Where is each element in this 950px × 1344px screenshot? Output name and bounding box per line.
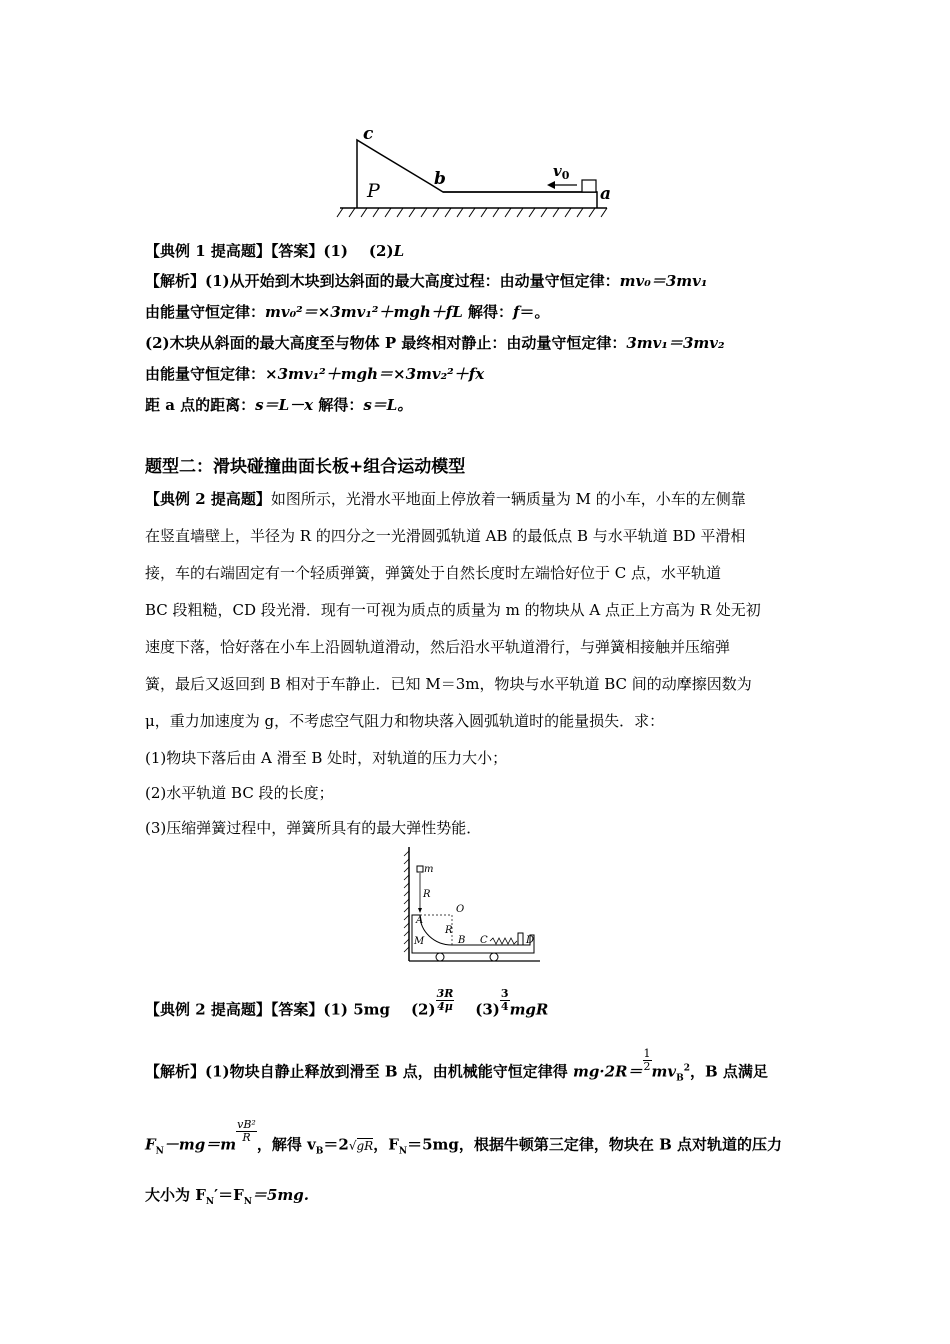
v-frac: $\frac{\text{vB²}}{R}$ — [237, 1118, 256, 1144]
answer-2-frac: $\frac{3R}{4\mu}$ — [436, 987, 454, 1013]
text: ′＝F — [214, 1186, 244, 1204]
fig2-label-d: D — [526, 935, 535, 946]
figure-incline-board — [335, 122, 615, 222]
eq: f — [512, 303, 520, 321]
example2-q2: (2)水平轨道 BC 段的长度； — [145, 784, 334, 802]
fig2-label-c: C — [480, 935, 488, 946]
eq: 3mv₁＝3mv₂ — [626, 334, 725, 352]
fig2-label-r1: R — [423, 889, 431, 900]
example2-analysis-line3 — [145, 1184, 309, 1207]
eq: s＝L。 — [363, 396, 413, 414]
text: 解得： — [462, 303, 513, 321]
example1-analysis-line3 — [145, 332, 725, 353]
text: 解得： — [313, 396, 364, 414]
eq: ×3mv₁²＋mgh＝×3mv₂²＋fx — [265, 365, 485, 383]
example2-analysis-line1: 【解析】(1)物块自静止释放到滑至 B 点，由机械能守恒定律得 mg·2R＝ $\frac{1}{2}$ $mv_B^2$，B 点满足 — [145, 1047, 768, 1084]
text: ，F — [373, 1135, 399, 1154]
example2-p4: BC 段粗糙，CD 段光滑．现有一可视为质点的质量为 m 的物块从 A 点正上方高为 R 处无初 — [145, 601, 761, 619]
small-block — [582, 180, 596, 192]
example1-analysis-line4 — [145, 363, 484, 384]
text: ，B 点满足 — [689, 1062, 768, 1081]
text: 如图所示，光滑水平地面上停放着一辆质量为 M 的小车，小车的左侧靠 — [270, 490, 746, 508]
example2-p3: 接，车的右端固定有一个轻质弹簧，弹簧处于自然长度时左端恰好位于 C 点，水平轨道 — [145, 564, 722, 582]
text: ＝2 — [323, 1135, 349, 1154]
answer-3-frac: $\frac{3}{4}$ — [500, 987, 509, 1013]
analysis-head: 【解析】 — [145, 1062, 206, 1081]
label-b: b — [434, 169, 446, 189]
answer-3: (3) — [475, 1000, 500, 1019]
fig2-label-o: O — [456, 904, 465, 915]
label-v0: $v_0$ — [553, 162, 570, 182]
text: 距 a 点的距离： — [145, 396, 256, 414]
fig2-label-m: m — [424, 864, 434, 875]
eq: mv₀²＝×3mv₁²＋mgh＋fL — [265, 303, 463, 321]
example1-analysis-line5 — [145, 394, 412, 415]
example2-p6: 簧，最后又返回到 B 相对于车静止．已知 M＝3m，物块与水平轨道 BC 间的动摩擦因数为 — [145, 675, 752, 693]
example2-q3: (3)压缩弹簧过程中，弹簧所具有的最大弹性势能． — [145, 819, 482, 837]
root: gR — [356, 1138, 374, 1153]
text: (1)物块自静止释放到滑至 B 点，由机械能守恒定律得 — [205, 1062, 573, 1081]
sub: N — [243, 1197, 252, 1207]
label-c: c — [363, 124, 374, 144]
example1-answer — [145, 240, 404, 261]
sub: N — [398, 1146, 408, 1157]
sub: B — [315, 1146, 324, 1157]
answer-1: (1) — [323, 242, 349, 260]
eq: mv — [651, 1062, 677, 1081]
eq: －mg＝m — [163, 1135, 237, 1154]
text: 大小为 F — [145, 1186, 206, 1204]
fig2-label-r2: R — [445, 925, 453, 936]
example2-answer — [145, 987, 549, 1023]
sub: B — [676, 1073, 684, 1084]
answer-2: (2) — [410, 1000, 436, 1019]
fig2-label-b: B — [458, 935, 466, 946]
example2-p5: 速度下落，恰好落在小车上沿圆轨道滑动，然后沿水平轨道滑行，与弹簧相接触并压缩弹 — [145, 638, 731, 656]
example2-p1 — [145, 488, 746, 509]
example1-analysis-line1 — [145, 270, 707, 291]
sub: N — [155, 1146, 164, 1157]
example2-p2: 在竖直墙壁上，半径为 R 的四分之一光滑圆弧轨道 AB 的最低点 B 与水平轨道 BD 平滑相 — [145, 527, 746, 545]
figure-cart-track — [402, 845, 544, 967]
analysis-text: (1)从开始到木块到达斜面的最大高度过程：由动量守恒定律： — [205, 272, 620, 290]
answer-1: (1) 5mg — [323, 1000, 391, 1019]
example2-q1: (1)物块下落后由 A 滑至 B 处时，对轨道的压力大小； — [145, 749, 508, 767]
analysis-head: 【解析】 — [145, 272, 206, 290]
text: ＝。 — [519, 303, 550, 321]
fig2-label-M: M — [414, 936, 425, 947]
eq: mg·2R＝ — [573, 1062, 643, 1081]
example1-analysis-line2 — [145, 301, 549, 322]
fig2-label-a: A — [416, 915, 424, 926]
example2-head: 【典例 2 提高题】 — [145, 490, 271, 508]
answer-2: (2) — [368, 242, 394, 260]
eq: s＝L－x — [255, 396, 314, 414]
answer-2-var: L — [393, 242, 405, 260]
answer-3-tail: mgR — [509, 1000, 549, 1019]
text: 由能量守恒定律： — [145, 365, 266, 383]
section-title: 题型二：滑块碰撞曲面长板+组合运动模型 — [145, 457, 466, 477]
label-p: P — [367, 180, 380, 202]
eq: F — [145, 1135, 156, 1154]
text: (2)木块从斜面的最大高度至与物体 P 最终相对静止：由动量守恒定律： — [145, 334, 627, 352]
text: 由能量守恒定律： — [145, 303, 266, 321]
sub: N — [205, 1197, 215, 1207]
answer-head: 【典例 1 提高题】【答案】 — [145, 242, 324, 260]
half-frac: $\frac{1}{2}$ — [643, 1047, 651, 1073]
text: ＝5mg，根据牛顿第三定律，物块在 B 点对轨道的压力 — [407, 1135, 783, 1154]
example2-p7: μ，重力加速度为 g，不考虑空气阻力和物块落入圆弧轨道时的能量损失．求： — [145, 712, 665, 730]
example2-analysis-line2: $F_N-mg=m$ $\frac{\text{vB²}}{R}$ ，解得 $v_B=2√gR$，$F_N=5mg$，根据牛顿第三定律，物块在 B 点对轨道的压力 — [145, 1118, 783, 1157]
label-a: a — [600, 184, 612, 204]
analysis-eq: mv₀＝3mv₁ — [619, 272, 708, 290]
answer-head: 【典例 2 提高题】【答案】 — [145, 1000, 324, 1019]
eq: ＝5mg. — [251, 1186, 309, 1204]
text: ，解得 v — [256, 1135, 316, 1154]
